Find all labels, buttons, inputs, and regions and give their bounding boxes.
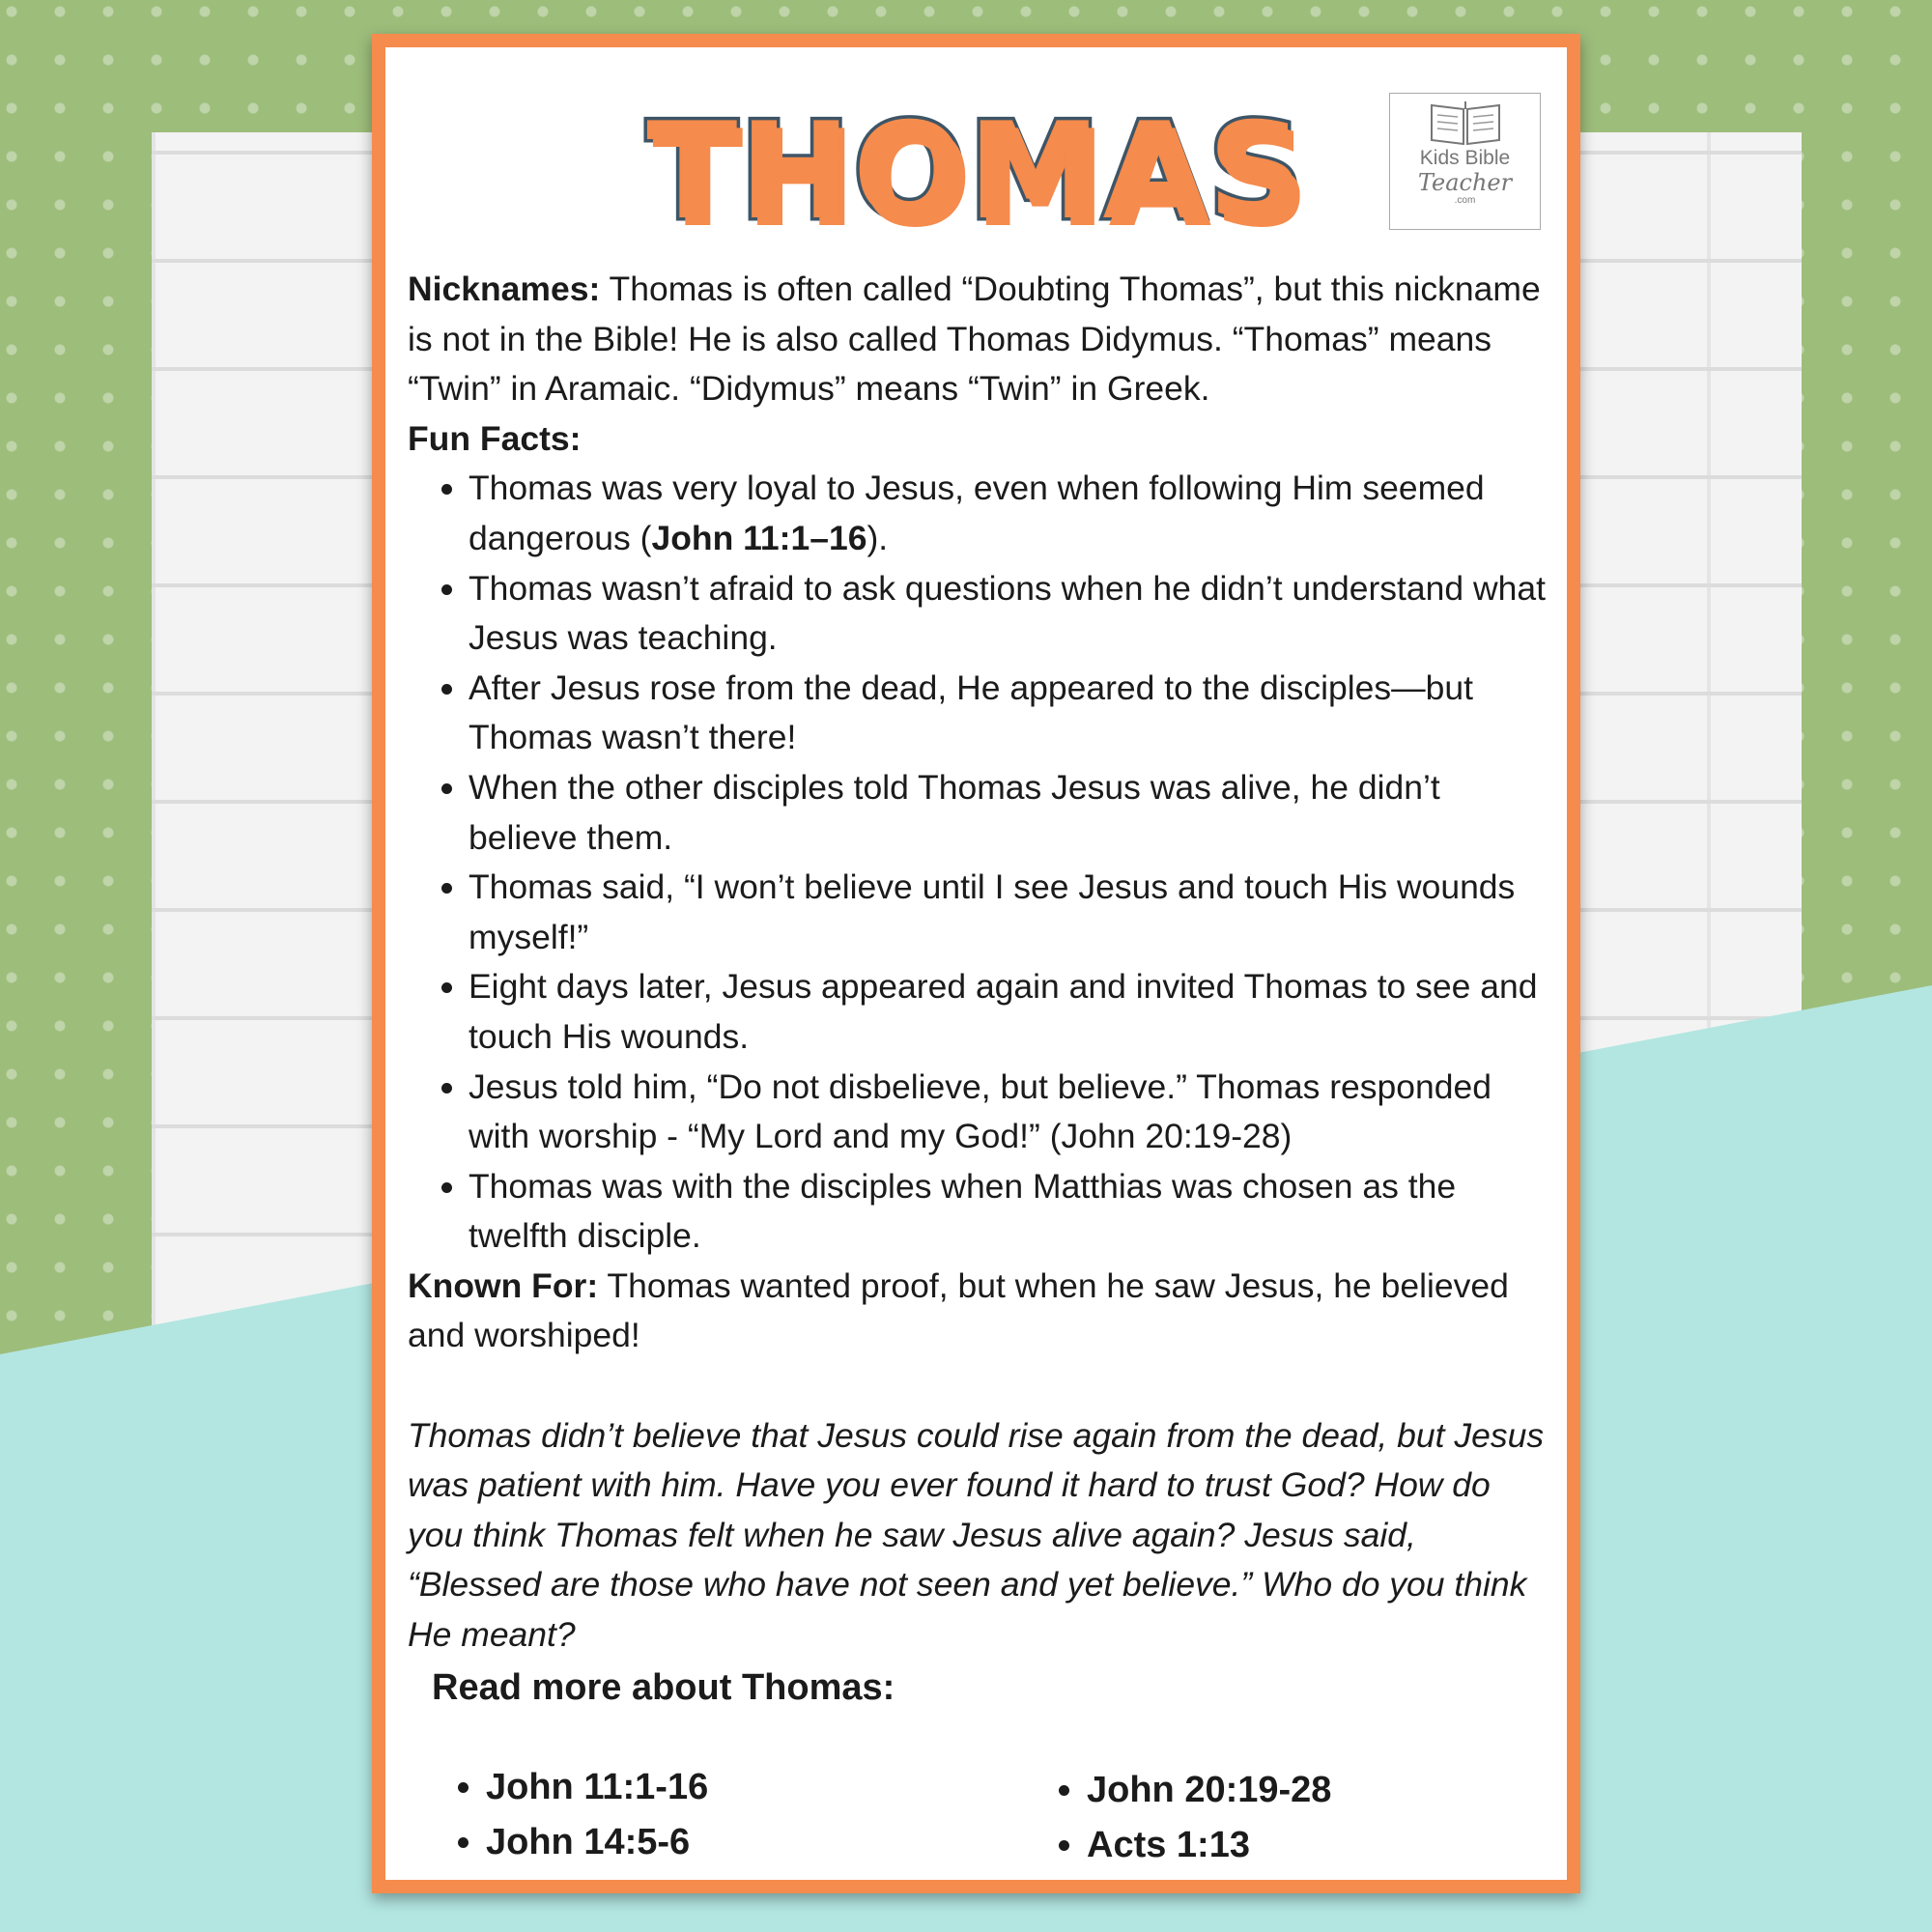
- page-title: THOMAS: [646, 94, 1306, 249]
- reference-item: • Acts 1:13: [1087, 1818, 1331, 1873]
- read-more-heading: Read more about Thomas:: [432, 1666, 895, 1708]
- known-for-text: Thomas wanted proof, but when he saw Jesus, he believed and worshiped!: [408, 1265, 1509, 1355]
- scripture-reference: John 11:1–16: [651, 518, 867, 557]
- card-body: [385, 47, 1567, 1880]
- fact-item: • Thomas was with the disciples when Matthias was chosen as the twelfth disciple.: [469, 1162, 1552, 1262]
- card-content: [408, 265, 1552, 1713]
- kids-bible-teacher-logo: [1389, 93, 1541, 230]
- read-more-references: [443, 1760, 1525, 1886]
- nicknames-paragraph: [408, 265, 1552, 414]
- fact-item: • Thomas wasn’t afraid to ask questions when he didn’t understand what Jesus was teaching.: [469, 564, 1552, 664]
- fun-facts-heading: Fun Facts:: [408, 418, 582, 458]
- logo-text-kids-bible: Kids Bible: [1419, 147, 1511, 169]
- references-column-left: [443, 1760, 708, 1870]
- reference-item: • John 11:1-16: [486, 1760, 708, 1815]
- fact-item: • After Jesus rose from the dead, He appeared to the disciples—but Thomas wasn’t there!: [469, 664, 1552, 763]
- fact-item: • Thomas said, “I won’t believe until I see Jesus and touch His wounds myself!”: [469, 863, 1552, 962]
- nicknames-text: Thomas is often called “Doubting Thomas”, but this nickname is not in the Bible! He is also called Thomas Didymus. “Thomas” means “Twin” in Aramaic. “Didymus” means “Twin” in Greek.: [408, 270, 1541, 409]
- known-for-label: Known For:: [408, 1265, 599, 1305]
- nicknames-label: Nicknames:: [408, 270, 601, 308]
- fact-item: • Thomas was very loyal to Jesus, even when following Him seemed dangerous (John 11:1–16).: [469, 464, 1552, 563]
- open-book-icon: [1428, 98, 1503, 148]
- fact-item: • Jesus told him, “Do not disbelieve, but believe.” Thomas responded with worship - “My Lord and my God!” (John 20:19-28): [469, 1063, 1552, 1162]
- fact-item: • Eight days later, Jesus appeared again and invited Thomas to see and touch His wounds.: [469, 962, 1552, 1062]
- character-card: [372, 34, 1580, 1893]
- reference-item: • John 20:19-28: [1087, 1763, 1331, 1818]
- known-for-paragraph: [408, 1262, 1552, 1361]
- logo-text-teacher: Teacher: [1417, 169, 1513, 196]
- fact-item: • When the other disciples told Thomas Jesus was alive, he didn’t believe them.: [469, 763, 1552, 863]
- fun-facts-list: [408, 464, 1552, 1262]
- references-column-right: [1044, 1763, 1331, 1873]
- reference-item: • John 14:5-6: [486, 1815, 708, 1870]
- logo-text-com: .com: [1454, 195, 1476, 206]
- reflection-paragraph: Thomas didn’t believe that Jesus could rise again from the dead, but Jesus was patient with him. Have you ever found it hard to trust God? How do you think Thomas felt when he saw Jesus alive again? Jesus said, “Blessed are those who have not seen and yet believe.” Who do you think He meant?: [408, 1415, 1545, 1655]
